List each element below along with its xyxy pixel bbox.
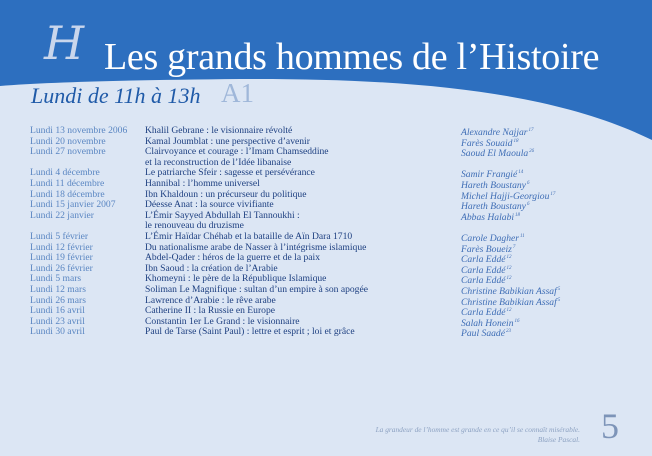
speaker-note: 12	[506, 308, 512, 314]
topic-line: Soliman Le Magnifique : sultan d’un empire à son apogée	[145, 283, 368, 295]
topic-line: Déesse Anat : la source vivifiante	[145, 199, 274, 211]
topic-line: Du nationalisme arabe de Nasser à l’intégrisme islamique	[145, 241, 367, 253]
schedule-row	[30, 137, 630, 148]
session-date: Lundi 11 décembre	[30, 177, 105, 189]
topic-line: Constantin 1er Le Grand : le visionnaire	[145, 315, 300, 327]
schedule-row	[30, 200, 630, 211]
speaker-note: 11	[520, 233, 525, 239]
topic-line: L’Émir Haïdar Chéhab et la bataille de Aïn Dara 1710	[145, 230, 353, 242]
session-topic	[145, 327, 445, 338]
speaker-note: 12	[506, 255, 512, 261]
topic-line: Abdel-Qader : héros de la guerre et de la paix	[145, 252, 321, 264]
speaker-name: Hareth Boustany	[461, 201, 526, 213]
speaker-note: 12	[506, 276, 512, 282]
topic-line: Ibn Saoud : la création de l’Arabie	[145, 262, 278, 274]
session-date: Lundi 4 décembre	[30, 167, 100, 179]
quote-text: La grandeur de l’homme est grande en ce qu’il se connaît misérable.	[375, 425, 580, 434]
speaker-name: Carla Eddé	[461, 275, 506, 287]
topic-line: Khomeyni : le père de la République Islamique	[145, 273, 327, 285]
speaker-name: Farès Boueiz	[461, 243, 512, 255]
speaker-note: 12	[506, 265, 512, 271]
topic-line: Hannibal : l’homme universel	[145, 177, 260, 189]
schedule-row	[30, 190, 630, 201]
session-date: Lundi 30 avril	[30, 326, 85, 338]
topic-line: L’Émir Sayyed Abdullah El Tannoukhi :	[145, 209, 300, 221]
schedule-row	[30, 264, 630, 275]
session-date: Lundi 16 avril	[30, 305, 85, 317]
schedule-row	[30, 253, 630, 264]
topic-line: Catherine II : la Russie en Europe	[145, 305, 276, 317]
session-topic	[145, 211, 445, 232]
speaker-note: 6	[526, 202, 530, 208]
schedule-row	[30, 296, 630, 307]
speaker-note: 6	[526, 180, 530, 186]
topic-line: Le patriarche Sfeir : sagesse et persévérance	[145, 167, 315, 179]
topic-line: Clairvoyance et courage : l’Imam Chamseddine	[145, 146, 329, 158]
speaker-name: Christine Babikian Assaf	[461, 285, 557, 297]
speaker-name: Michel Hajji-Georgiou	[461, 190, 550, 202]
schedule-row	[30, 243, 630, 254]
speaker-name: Paul Saadé	[461, 328, 505, 340]
topic-line: Paul de Tarse (Saint Paul) : lettre et esprit ; loi et grâce	[145, 326, 355, 338]
topic-line: Khalil Gebrane : le visionnaire révolté	[145, 125, 293, 136]
speaker-note: 18	[515, 212, 521, 218]
speaker-note: 17	[550, 191, 556, 197]
session-topic	[145, 179, 445, 190]
session-date: Lundi 12 février	[30, 241, 93, 253]
schedule-row	[30, 306, 630, 317]
script-letter-h: H	[44, 16, 85, 70]
schedule-row	[30, 211, 630, 232]
session-date: Lundi 5 mars	[30, 273, 82, 285]
schedule-row	[30, 179, 630, 190]
session-date: Lundi 15 janvier 2007	[30, 199, 116, 211]
speaker-note: 23	[505, 329, 511, 335]
quote	[376, 425, 580, 445]
speaker-name: Carla Eddé	[461, 307, 506, 319]
course-code: A1	[221, 78, 254, 108]
session-topic	[145, 147, 445, 168]
session-topic	[145, 126, 445, 137]
speaker-note: 17	[528, 128, 534, 133]
speaker-note: 18	[513, 138, 519, 144]
page-title: Les grands hommes de l’Histoire	[104, 36, 600, 78]
speaker-name: Salah Honein	[461, 317, 514, 329]
speaker-name: Hareth Boustany	[461, 179, 526, 191]
speaker-note: 26	[529, 149, 535, 155]
session-speaker	[461, 327, 511, 340]
schedule-table	[30, 126, 630, 338]
speaker-name: Carole Dagher	[461, 232, 520, 244]
topic-line: et la reconstruction de l’Idée libanaise	[145, 156, 292, 168]
schedule-row	[30, 285, 630, 296]
speaker-note: 5	[557, 286, 561, 292]
speaker-name: Alexandre Najjar	[461, 127, 528, 138]
speaker-name: Abbas Halabi	[461, 211, 515, 223]
topic-line: Ibn Khaldoun : un précurseur du politique	[145, 188, 307, 200]
schedule-time: Lundi de 11h à 13h	[31, 83, 201, 108]
speaker-note: 14	[518, 170, 524, 176]
quote-author: Blaise Pascal.	[537, 435, 580, 444]
session-date: Lundi 18 décembre	[30, 188, 105, 200]
speaker-name: Christine Babikian Assaf	[461, 296, 557, 308]
speaker-name: Saoud El Maoula	[461, 148, 529, 160]
session-topic	[145, 285, 445, 296]
session-date: Lundi 26 février	[30, 262, 93, 274]
schedule-row	[30, 232, 630, 243]
speaker-name: Carla Eddé	[461, 264, 506, 276]
speaker-note: 16	[514, 318, 520, 324]
speaker-note: 7	[512, 244, 516, 250]
topic-line: Lawrence d’Arabie : le rêve arabe	[145, 294, 276, 306]
speaker-note: 5	[557, 297, 561, 303]
speaker-name: Samir Frangié	[461, 169, 518, 181]
schedule-row	[30, 126, 630, 137]
session-speaker	[461, 147, 534, 160]
topic-line: le renouveau du druzisme	[145, 220, 244, 232]
session-date: Lundi 27 novembre	[30, 146, 106, 158]
session-date: Lundi 19 février	[30, 252, 93, 264]
session-date: Lundi 12 mars	[30, 283, 86, 295]
session-speaker	[461, 211, 520, 224]
session-date: Lundi 20 novembre	[30, 135, 106, 147]
session-date: Lundi 22 janvier	[30, 209, 94, 221]
schedule-row	[30, 147, 630, 168]
schedule-row	[30, 327, 630, 338]
session-date: Lundi 23 avril	[30, 315, 85, 327]
page-number: 5	[601, 406, 619, 446]
session-topic	[145, 232, 445, 243]
topic-line: Kamal Joumblat : une perspective d’avenir	[145, 135, 310, 147]
session-date: Lundi 5 février	[30, 230, 89, 242]
speaker-name: Farès Souaid	[461, 137, 513, 149]
speaker-name: Carla Eddé	[461, 254, 506, 266]
schedule-row	[30, 168, 630, 179]
session-date: Lundi 26 mars	[30, 294, 86, 306]
session-date: Lundi 13 novembre 2006	[30, 125, 128, 136]
